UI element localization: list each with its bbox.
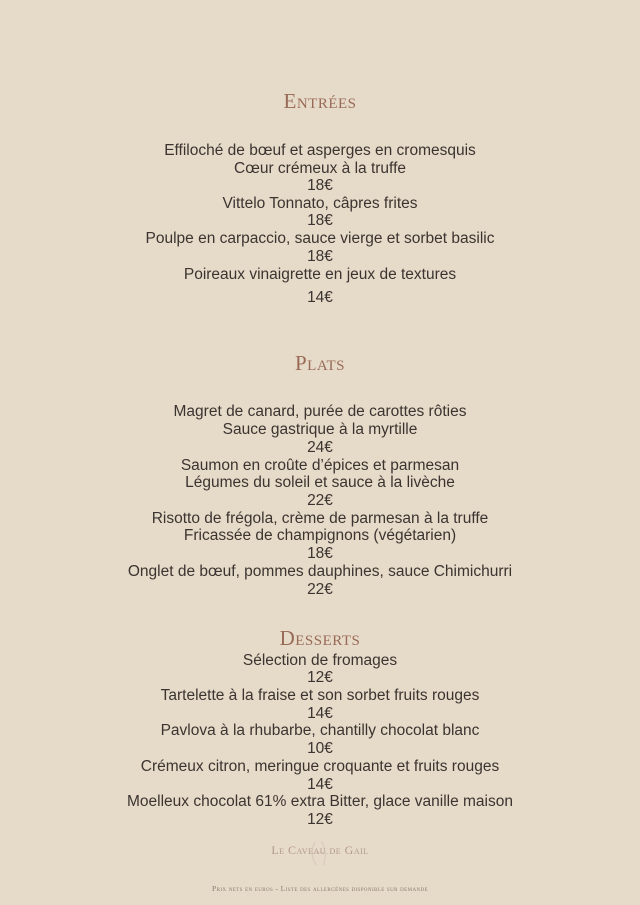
menu-price: 18€ — [307, 177, 333, 194]
menu-price: 10€ — [307, 740, 333, 757]
menu-line: Risotto de frégola, crème de parmesan à la truffe — [151, 510, 489, 527]
menu-price: 18€ — [307, 248, 333, 265]
menu-price: 14€ — [307, 705, 333, 722]
menu-price: 22€ — [307, 492, 333, 509]
menu-price: 22€ — [307, 581, 333, 598]
menu-price: 14€ — [307, 289, 333, 306]
menu-line: Tartelette à la fraise et son sorbet fruits rouges — [160, 687, 480, 704]
menu-line: Pavlova à la rhubarbe, chantilly chocolat blanc — [160, 722, 480, 739]
menu-line: Sauce gastrique à la myrtille — [222, 421, 418, 438]
menu-line: Fricassée de champignons (végétarien) — [183, 527, 457, 544]
menu-line: Sélection de fromages — [242, 652, 398, 669]
menu-line: Vittelo Tonnato, câpres frites — [222, 195, 418, 212]
menu-price: 24€ — [307, 439, 333, 456]
menu-price: 18€ — [307, 545, 333, 562]
section-title-desserts: Desserts — [279, 626, 361, 650]
section-title-plats: Plats — [294, 351, 346, 375]
section-title-entrees: Entrées — [283, 89, 357, 113]
menu-line: Magret de canard, purée de carottes rôties — [173, 403, 467, 420]
menu-line: Légumes du soleil et sauce à la livèche — [185, 474, 455, 491]
menu-price: 14€ — [307, 776, 333, 793]
menu-line: Poireaux vinaigrette en jeux de textures — [183, 266, 457, 283]
menu-line: Saumon en croûte d’épices et parmesan — [180, 457, 460, 474]
menu-line: Moelleux chocolat 61% extra Bitter, glace vanille maison — [127, 793, 513, 810]
menu-line: Onglet de bœuf, pommes dauphines, sauce Chimichurri — [127, 563, 513, 580]
footer-note: Prix nets en euros - Liste des allergènes disponible sur demande — [212, 884, 428, 893]
menu-price: 18€ — [307, 212, 333, 229]
menu-line: Crémeux citron, meringue croquante et fruits rouges — [140, 758, 500, 775]
menu-price: 12€ — [307, 669, 333, 686]
restaurant-logo-text: Le Caveau de Gail — [271, 843, 369, 857]
menu-line: Cœur crémeux à la truffe — [234, 160, 406, 177]
menu-price: 12€ — [307, 811, 333, 828]
menu-line: Effiloché de bœuf et asperges en cromesquis — [164, 142, 476, 159]
menu-line: Poulpe en carpaccio, sauce vierge et sorbet basilic — [145, 230, 495, 247]
